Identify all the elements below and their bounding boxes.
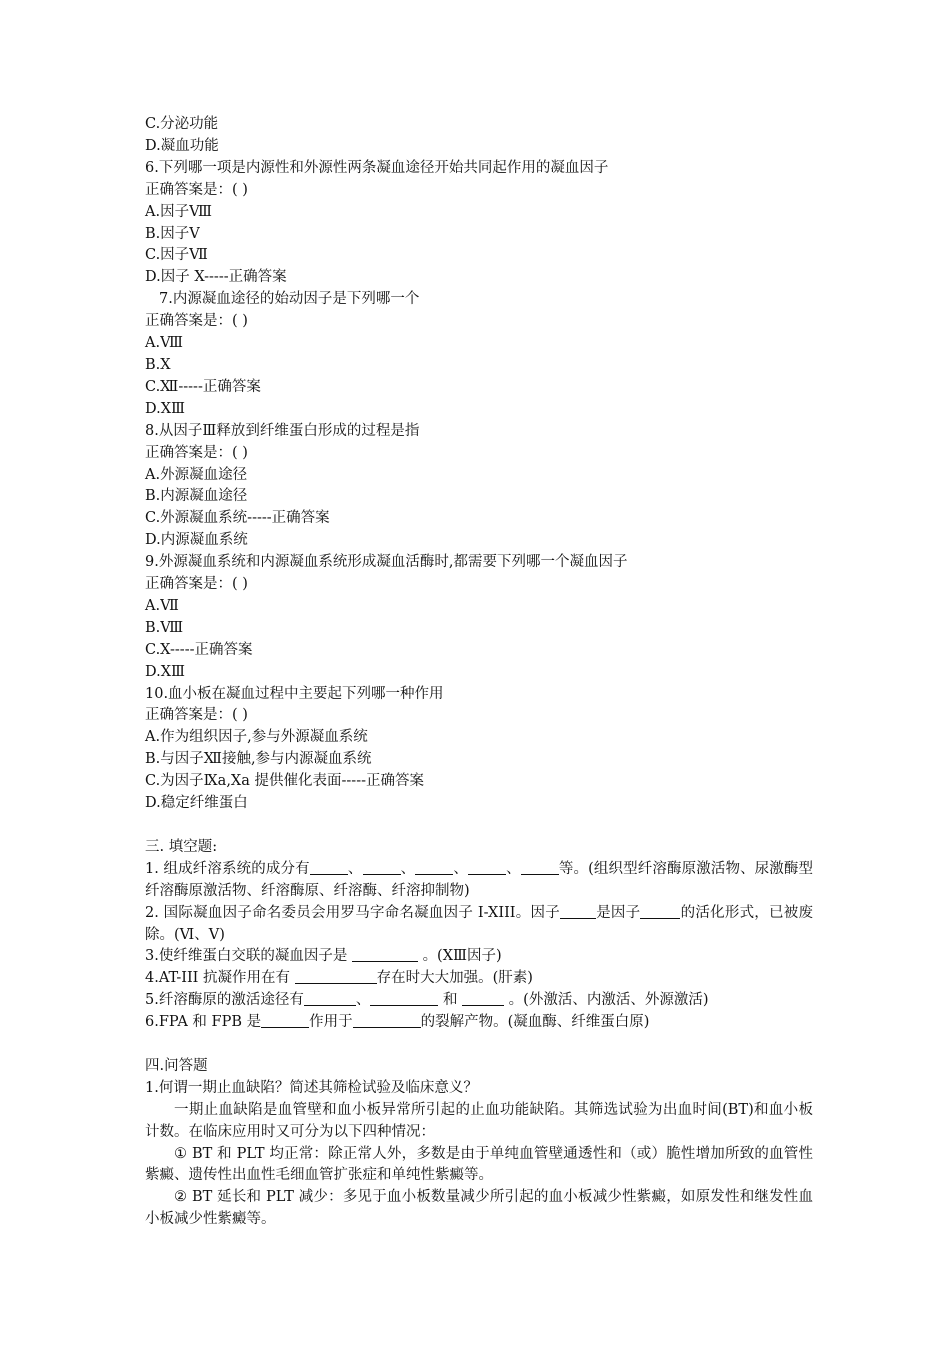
fill-6-text: 作用于: [309, 1014, 353, 1031]
fill-5-and: 和: [442, 992, 458, 1009]
spacer: [145, 1034, 813, 1056]
essay-answer-paragraph-3: ② BT 延长和 PLT 减少：多见于血小板数量减少所引起的血小板减少性紫癜，如原发性和继发性血小板减少性紫癜等。: [145, 1189, 813, 1228]
q8-option-a: A.外源凝血途径: [145, 466, 248, 483]
q10-answer-prompt: 正确答案是：( ): [145, 707, 248, 724]
fill-blank: [370, 991, 438, 1006]
q7-option-c: C.Ⅻ-----正确答案: [145, 378, 261, 395]
fill-blank: [352, 947, 418, 962]
fill-4-text: 4.AT-III 抗凝作用在有: [145, 970, 291, 987]
fill-item-5: [145, 990, 813, 1012]
fill-item-2: [145, 903, 813, 947]
fill-separator: 、: [355, 992, 371, 1009]
fill-1-text: 1. 组成纤溶系统的成分有: [145, 860, 310, 877]
q9-option-c: C.X-----正确答案: [145, 641, 253, 658]
q10-option-b: B.与因子Ⅻ接触,参与内源凝血系统: [145, 751, 372, 768]
fill-blank: [353, 1013, 421, 1028]
document-page: [145, 114, 813, 1231]
q9-question: 9.外源凝血系统和内源凝血系统形成凝血活酶时,都需要下列哪一个凝血因子: [145, 554, 628, 571]
q9-option-b: B.Ⅷ: [145, 619, 184, 636]
fill-5-answer: 。(外激活、内激活、外源激活): [508, 992, 709, 1009]
fill-separator: 、: [347, 860, 363, 877]
q7-option-d: D.XⅢ: [145, 400, 186, 417]
essay-question-1: 1.何谓一期止血缺陷？简述其筛检试验及临床意义？: [145, 1079, 478, 1096]
q5-option-d: D.凝血功能: [145, 137, 219, 154]
q6-option-a: A.因子Ⅷ: [145, 203, 212, 220]
fill-6-answer: 的裂解产物。(凝血酶、纤维蛋白原): [420, 1014, 650, 1031]
q10-option-d: D.稳定纤维蛋白: [145, 795, 248, 812]
fill-blank: [468, 860, 506, 875]
fill-2-answer: 的活化形式，已被废除。(Ⅵ、Ⅴ): [145, 904, 814, 943]
q7-question: 7.内源凝血途径的始动因子是下列哪一个: [159, 291, 420, 308]
fill-blank: [415, 860, 453, 875]
fill-blank: [560, 904, 596, 919]
section3-heading: 三. 填空题:: [145, 838, 218, 855]
fill-blank: [295, 969, 377, 984]
fill-blank: [310, 860, 348, 875]
essay-answer-paragraph-1: 一期止血缺陷是血管壁和血小板异常所引起的止血功能缺陷。其筛选试验为出血时间(BT)和血小板计数。在临床应用时又可分为以下四种情况：: [145, 1101, 813, 1140]
fill-5-text: 5.纤溶酶原的激活途径有: [145, 992, 304, 1009]
q5-option-c: C.分泌功能: [145, 116, 219, 132]
q8-answer-prompt: 正确答案是：( ): [145, 444, 248, 461]
q6-option-b: B.因子Ⅴ: [145, 225, 200, 242]
q6-option-d: D.因子 X-----正确答案: [145, 269, 287, 286]
section4-heading: 四.问答题: [145, 1057, 208, 1074]
q7-option-b: B.X: [145, 356, 171, 373]
q6-option-c: C.因子Ⅶ: [145, 247, 208, 264]
fill-separator: 、: [400, 860, 416, 877]
fill-blank: [363, 860, 401, 875]
fill-6-text: 6.FPA 和 FPB 是: [145, 1014, 262, 1031]
q10-option-c: C.为因子Ⅸa,Xa 提供催化表面-----正确答案: [145, 773, 425, 790]
q9-option-d: D.XⅢ: [145, 663, 186, 680]
q8-question: 8.从因子Ⅲ释放到纤维蛋白形成的过程是指: [145, 422, 420, 439]
q10-option-a: A.作为组织因子,参与外源凝血系统: [145, 729, 368, 746]
fill-4-answer: 存在时大大加强。(肝素): [376, 970, 533, 987]
q9-option-a: A.Ⅶ: [145, 597, 179, 614]
fill-3-text: 3.使纤维蛋白交联的凝血因子是: [145, 948, 348, 965]
fill-separator: 、: [453, 860, 468, 877]
q7-option-a: A.Ⅷ: [145, 335, 183, 352]
fill-blank: [521, 860, 559, 875]
q10-question: 10.血小板在凝血过程中主要起下列哪一种作用: [145, 685, 444, 702]
fill-1-answer: 等。(组织型纤溶酶原激活物、尿激酶型纤溶酶原激活物、纤溶酶原、纤溶酶、纤溶抑制物): [145, 860, 814, 899]
fill-2-text: 是因子: [595, 904, 641, 921]
q8-option-c: C.外源凝血系统-----正确答案: [145, 510, 330, 527]
q7-answer-prompt: 正确答案是：( ): [145, 313, 248, 330]
fill-blank: [462, 991, 504, 1006]
essay-answer-paragraph-2: ① BT 和 PLT 均正常：除正常人外，多数是由于单纯血管壁通透性和（或）脆性增加所致的血管性紫癜、遗传性出血性毛细血管扩张症和单纯性紫癜等。: [145, 1145, 813, 1184]
fill-item-1: [145, 859, 813, 903]
fill-item-6: [145, 1012, 813, 1034]
spacer: [145, 815, 813, 837]
fill-item-4: [145, 968, 813, 990]
fill-blank: [304, 991, 356, 1006]
fill-separator: 、: [506, 860, 521, 877]
q8-option-b: B.内源凝血途径: [145, 488, 248, 505]
q8-option-d: D.内源凝血系统: [145, 532, 248, 549]
fill-2-text: 2. 国际凝血因子命名委员会用罗马字命名凝血因子 I-XIII。因子: [145, 904, 560, 921]
fill-blank: [261, 1013, 309, 1028]
q6-question: 6.下列哪一项是内源性和外源性两条凝血途径开始共同起作用的凝血因子: [145, 159, 609, 176]
fill-3-answer: 。(XⅢ因子): [422, 948, 502, 965]
fill-blank: [640, 904, 680, 919]
q6-answer-prompt: 正确答案是：( ): [145, 181, 248, 198]
q9-answer-prompt: 正确答案是：( ): [145, 576, 248, 593]
fill-item-3: [145, 946, 813, 968]
